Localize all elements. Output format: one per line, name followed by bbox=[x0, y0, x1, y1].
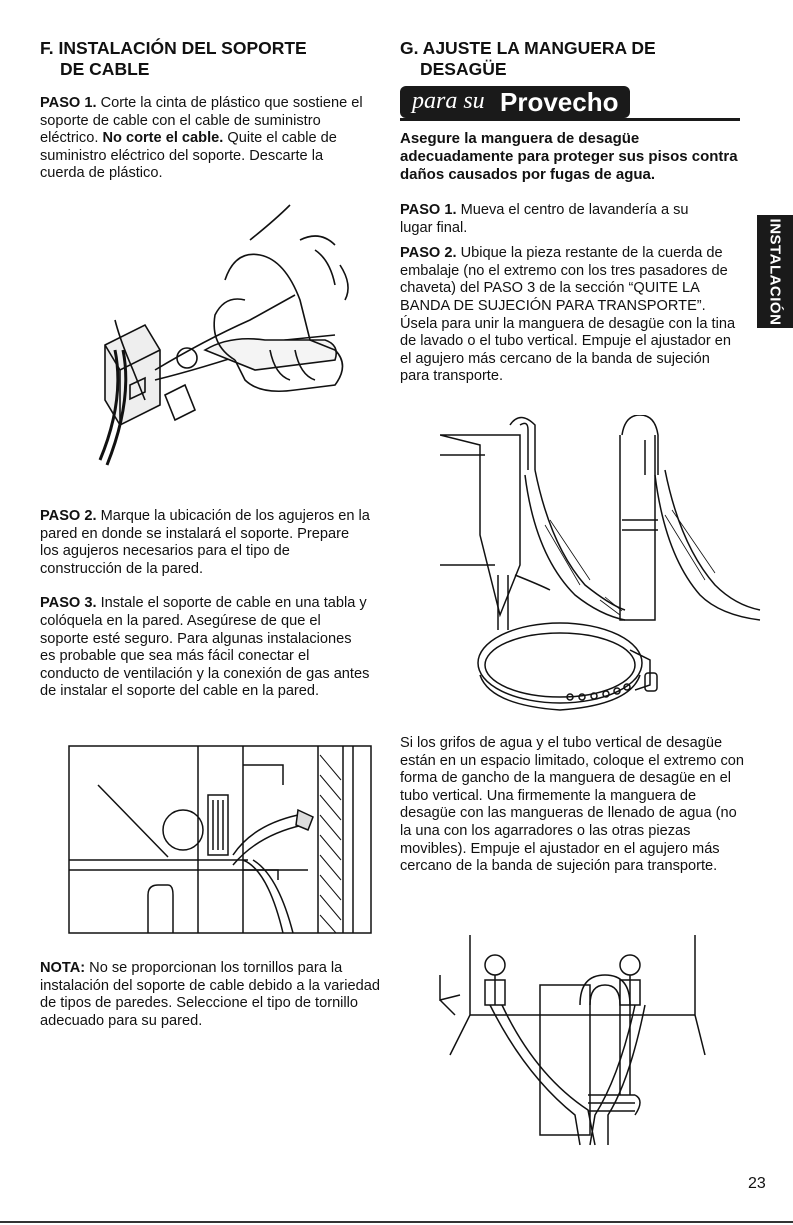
left-nota: NOTA: No se proporcionan los tornillos para la instalación del soporte de cable debido a la variedad de tipos de paredes. Seleccione el tipo de tornillo adecuado para su pared. bbox=[40, 960, 380, 1029]
left-paso2: PASO 2. Marque la ubicación de los agujeros en la pared en donde se instalará el soporte. Prepare los agujeros necesarios para el tipo de construcción de la pared. bbox=[40, 508, 370, 577]
right-para2: Si los grifos de agua y el tubo vertical de desagüe están en un espacio limitado, coloque el extremo con forma de gancho de la manguera de desagüe en el tubo vertical. Una firmemente la manguera de desagüe con las mangueras de llenado de agua (no la una con los agarradores o las otras piezas movibles). Empuje el ajustador en el agujero más cercano de la banda de sujeción para transporte. bbox=[400, 735, 744, 875]
left-paso1: PASO 1. Corte la cinta de plástico que sostiene el soporte de cable con el cable de suministro eléctrico. No corte el cable. Quite el cable de suministro eléctrico del soporte. Descarte la cuerda de plástico. bbox=[40, 95, 363, 182]
right-column-3 bbox=[400, 735, 745, 876]
left-column-2 bbox=[40, 508, 370, 701]
left-column-3 bbox=[40, 960, 390, 1030]
banner-italic: para su bbox=[412, 88, 485, 114]
page-number: 23 bbox=[748, 1175, 766, 1192]
section-side-tab: INSTALACIÓN bbox=[757, 215, 793, 328]
right-column-2 bbox=[400, 130, 745, 386]
left-paso3: PASO 3. Instale el soporte de cable en una tabla y colóquela en la pared. Asegúrese de que el soporte esté seguro. Para algunas instalaciones es probable que sea más fácil conectar el conducto de ventilación y la conexión de gas antes de instalar el soporte del cable en la pared. bbox=[40, 595, 370, 700]
provecho-banner bbox=[400, 86, 740, 124]
right-column bbox=[400, 38, 745, 80]
faucet-standpipe-illustration bbox=[430, 935, 710, 1150]
wall-installation-illustration bbox=[68, 745, 373, 935]
bottom-rule bbox=[0, 1221, 793, 1223]
left-column bbox=[40, 38, 370, 183]
pliers-illustration bbox=[85, 200, 365, 490]
drain-warning: Asegure la manguera de desagüe adecuadamente para proteger sus pisos contra daños causados por fugas de agua. bbox=[400, 130, 738, 183]
right-paso2: PASO 2. Ubique la pieza restante de la cuerda de embalaje (no el extremo con los tres pasadores de chaveta) del PASO 3 de la sección “QUITE LA BANDA DE SUJECIÓN PARA TRANSPORTE”. Úsela para unir la manguera de desagüe con la tina de lavado o el tubo vertical. Empuje el ajustador en el agujero más cercano de la banda de sujeción para transporte. bbox=[400, 245, 736, 385]
banner-bold: Provecho bbox=[500, 87, 619, 117]
drain-hose-illustration bbox=[440, 415, 790, 715]
right-paso1: PASO 1. Mueva el centro de lavandería a su lugar final. bbox=[400, 202, 689, 236]
heading-drain-hose: G. AJUSTE LA MANGUERA DE DESAGÜE bbox=[400, 38, 656, 79]
heading-cable-bracket: F. INSTALACIÓN DEL SOPORTE DE CABLE bbox=[40, 38, 307, 79]
